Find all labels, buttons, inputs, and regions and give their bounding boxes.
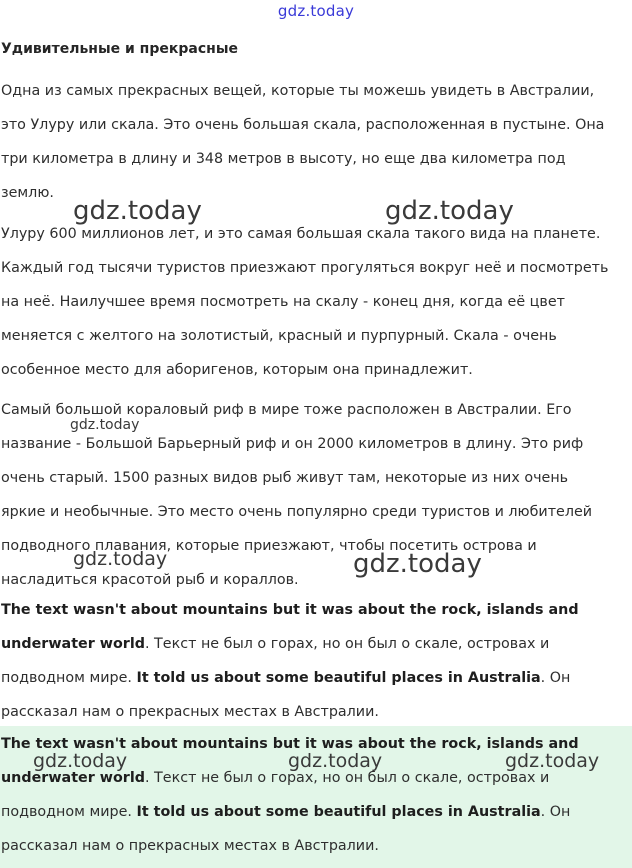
- answer-bold: It told us about some beautiful places in Australia: [136, 670, 541, 686]
- watermark: gdz.today: [505, 750, 600, 772]
- answer-bold: underwater world: [1, 770, 145, 786]
- watermark: gdz.today: [73, 548, 168, 570]
- answer-block-1: [1, 593, 631, 729]
- answer-text: . Текст не был о горах, но он был о скале, островах и: [144, 636, 550, 652]
- answer-bold: It told us about some beautiful places in Australia: [136, 804, 541, 820]
- paragraph-line: насладиться красотой рыб и кораллов.: [1, 572, 299, 588]
- paragraph-line: Улуру 600 миллионов лет, и это самая большая скала такого вида на планете.: [1, 226, 601, 242]
- answer-text: рассказал нам о прекрасных местах в Австралии.: [1, 838, 379, 854]
- watermark: gdz.today: [33, 750, 128, 772]
- watermark: gdz.today: [70, 417, 140, 433]
- watermark: gdz.today: [385, 196, 514, 226]
- paragraph-line: подводного плавания, которые приезжают, чтобы посетить острова и: [1, 538, 537, 554]
- article-paragraph-1: [1, 74, 631, 210]
- watermark: gdz.today: [353, 549, 482, 579]
- answer-bold: The text wasn't about mountains but it was about the rock, islands and: [1, 602, 579, 618]
- paragraph-line: это Улуру или скала. Это очень большая скала, расположенная в пустыне. Она: [1, 117, 605, 133]
- answer-block-2: [1, 727, 631, 863]
- paragraph-line: особенное место для аборигенов, которым она принадлежит.: [1, 362, 473, 378]
- paragraph-line: Каждый год тысячи туристов приезжают прогуляться вокруг неё и посмотреть: [1, 260, 609, 276]
- answer-text: . Он: [540, 804, 571, 820]
- paragraph-line: три километра в длину и 348 метров в высоту, но еще два километра под: [1, 151, 566, 167]
- paragraph-line: на неё. Наилучшее время посмотреть на скалу - конец дня, когда её цвет: [1, 294, 565, 310]
- paragraph-line: Самый большой кораловый риф в мире тоже расположен в Австралии. Его: [1, 402, 572, 418]
- site-logo[interactable]: gdz.today: [277, 2, 355, 20]
- paragraph-line: очень старый. 1500 разных видов рыб живут там, некоторые из них очень: [1, 470, 569, 486]
- answer-bold: underwater world: [1, 636, 145, 652]
- answer-text: подводном мире.: [1, 670, 137, 686]
- answer-bold: The text wasn't about mountains but it was about the rock, islands and: [1, 736, 579, 752]
- paragraph-line: Одна из самых прекрасных вещей, которые ты можешь увидеть в Австралии,: [1, 83, 595, 99]
- watermark: gdz.today: [288, 750, 383, 772]
- article-heading: Удивительные и прекрасные: [1, 41, 238, 57]
- paragraph-line: землю.: [1, 185, 54, 201]
- answer-text: . Он: [540, 670, 571, 686]
- paragraph-line: название - Большой Барьерный риф и он 2000 километров в длину. Это риф: [1, 436, 584, 452]
- paragraph-line: меняется с желтого на золотистый, красный и пурпурный. Скала - очень: [1, 328, 557, 344]
- paragraph-line: яркие и необычные. Это место очень популярно среди туристов и любителей: [1, 504, 593, 520]
- answer-text: подводном мире.: [1, 804, 137, 820]
- watermark: gdz.today: [73, 196, 202, 226]
- answer-text: рассказал нам о прекрасных местах в Австралии.: [1, 704, 379, 720]
- article-paragraph-2: [1, 217, 631, 387]
- answer-text: . Текст не был о горах, но он был о скале, островах и: [144, 770, 550, 786]
